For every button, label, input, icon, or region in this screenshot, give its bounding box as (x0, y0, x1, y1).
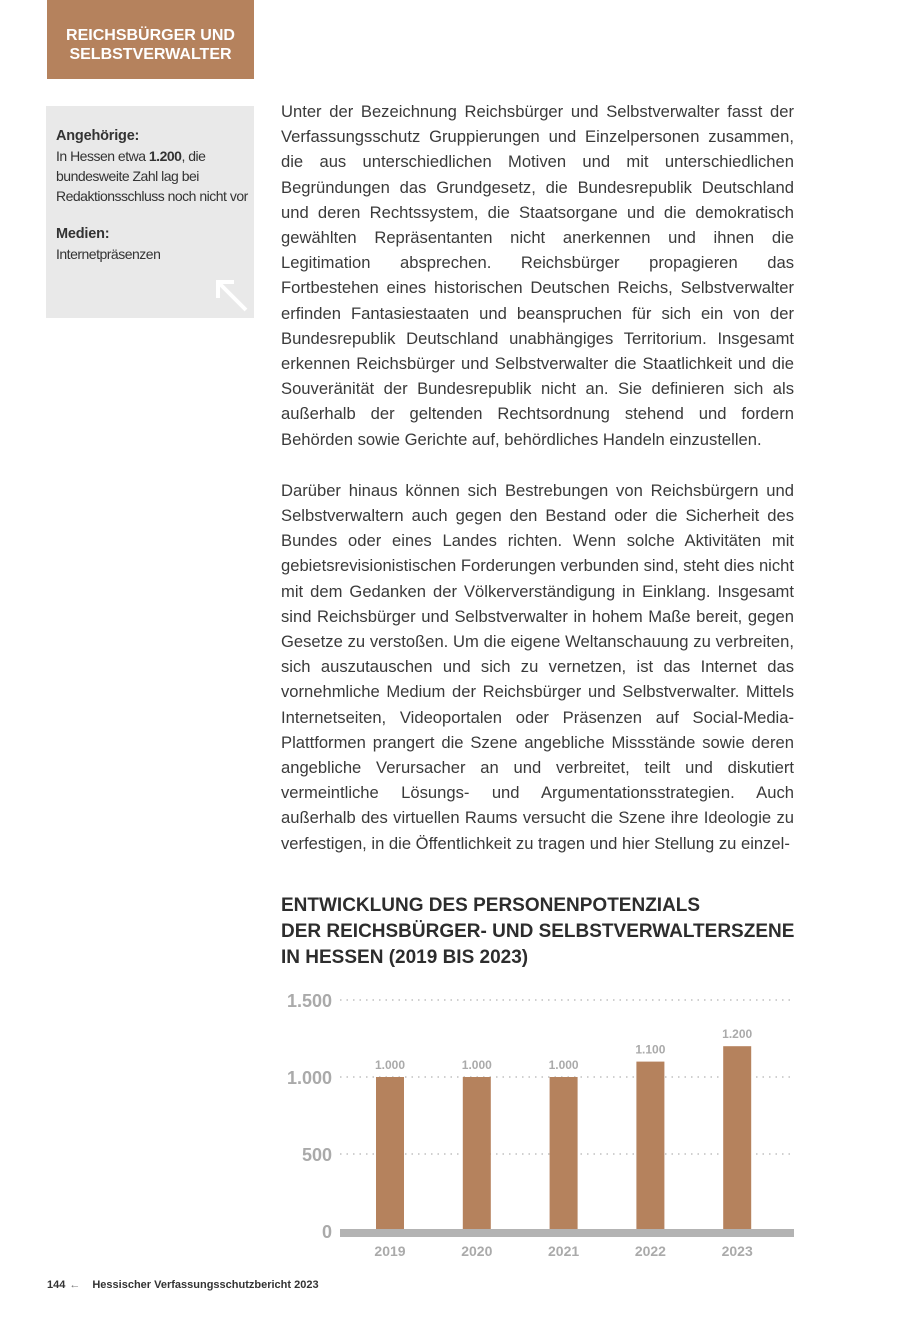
chart-title-line-1: ENTWICKLUNG DES PERSONENPOTENZIALS (281, 895, 701, 916)
bar (723, 1046, 751, 1231)
media-label: Medien: (56, 226, 110, 242)
chart-title-line-2: DER REICHSBÜRGER- UND SELBSTVERWALTERSZENE (281, 921, 795, 942)
bar (550, 1077, 578, 1231)
x-tick-label: 2023 (721, 1243, 753, 1259)
bar (376, 1077, 404, 1231)
x-tick-label: 2020 (461, 1243, 493, 1259)
media-text: Internetpräsenzen (56, 246, 161, 262)
section-tab-line1: REICHSBÜRGER UND (66, 26, 235, 44)
section-tab (47, 0, 254, 79)
members-text (56, 146, 254, 206)
members-text-post: , die bundesweite Zahl lag bei Redaktionsschluss noch nicht vor (56, 148, 248, 204)
x-tick-label: 2019 (374, 1243, 406, 1259)
x-axis-baseline (340, 1229, 794, 1237)
data-label: 1.000 (548, 1058, 579, 1072)
bar-chart (270, 985, 810, 1265)
members-text-pre: In Hessen etwa (56, 148, 149, 164)
data-label: 1.200 (722, 1027, 753, 1042)
members-block (56, 126, 254, 206)
y-tick-label: 1.500 (286, 991, 332, 1011)
data-label: 1.100 (635, 1042, 666, 1057)
data-label: 1.000 (374, 1058, 406, 1072)
paragraph-1: Unter der Bezeichnung Reichsbürger und Selbstverwalter fasst der Verfassungsschutz Gruppierungen und Einzelpersonen zusammen, die aus unterschiedlichen Motiven und mit unterschiedlichen Begründungen das Grundgesetz, die Bundesrepublik Deutschland und deren Rechtssystem, die Staatsorgane und die demokratisch gewählten Repräsentanten nicht anerkennen und ihnen die Legitimation absprechen. Reichsbürger propagieren das Fortbestehen eines historischen Deutschen Reichs, Selbstverwalter erfinden Fantasiestaaten und beanspruchen für sich ein von der Bundesrepublik Deutschland unabhängiges Territorium. Insgesamt erkennen Reichsbürger und Selbstverwalter die Staatlichkeit und die Souveränität der Bundesrepublik nicht an. Sie definieren sich als außerhalb der geltenden Rechtsordnung stehend und fordern Behörden sowie Gerichte auf, behördliches Handeln einzustellen. (281, 102, 794, 449)
section-tab-line2: SELBSTVERWALTER (69, 45, 232, 63)
y-tick-label: 1.000 (286, 1068, 332, 1088)
members-label: Angehörige: (56, 128, 140, 144)
arrow-left-icon: ← (69, 1279, 81, 1291)
arrow-up-left-icon (210, 274, 254, 318)
x-tick-label: 2021 (548, 1243, 580, 1259)
data-label: 1.000 (461, 1058, 492, 1072)
paragraph-2: Darüber hinaus können sich Bestrebungen von Reichsbürgern und Selbstverwaltern auch gegen den Bestand oder die Sicherheit des Bundes oder eines Landes richten. Wenn solche Aktivitäten mit gebietsrevisionistischen Forderungen verbunden sind, steht dies nicht mit dem Gedanken der Völkerverständigung in Einklang. Insgesamt sind Reichsbürger und Selbstverwalter in hohem Maße bereit, gegen Gesetze zu verstoßen. Um die eigene Weltanschauung zu verbreiten, sich auszutauschen und sich zu vernetzen, ist das Internet das vornehmliche Medium der Reichsbürger und Selbstverwalter. Mittels Internetseiten, Videoportalen oder Präsenzen auf Social-Media-Plattformen prangert die Szene angebliche Missstände sowie deren angebliche Verursacher an und verbreitet, teilt und diskutiert vermeintliche Lösungs- und Argumentationsstrategien. Auch außerhalb des virtuellen Raums versucht die Szene ihre Ideologie zu verfestigen, in die Öffentlichkeit zu tragen und hier Stellung zu einzel- (281, 480, 794, 853)
x-tick-label: 2022 (634, 1243, 666, 1259)
chart-title-line-3: IN HESSEN (2019 BIS 2023) (281, 947, 529, 968)
bar (636, 1062, 664, 1231)
media-block (56, 224, 254, 264)
y-tick-label: 500 (301, 1145, 332, 1165)
bar (463, 1077, 491, 1231)
page-footer (47, 1279, 319, 1291)
body-text (281, 99, 794, 882)
members-count: 1.200 (148, 148, 182, 164)
y-tick-label: 0 (321, 1222, 332, 1242)
page-number: 144 (47, 1279, 66, 1291)
chart-title (281, 893, 841, 971)
info-sidebar (46, 106, 254, 318)
footer-title: Hessischer Verfassungsschutzbericht 2023 (92, 1279, 319, 1291)
